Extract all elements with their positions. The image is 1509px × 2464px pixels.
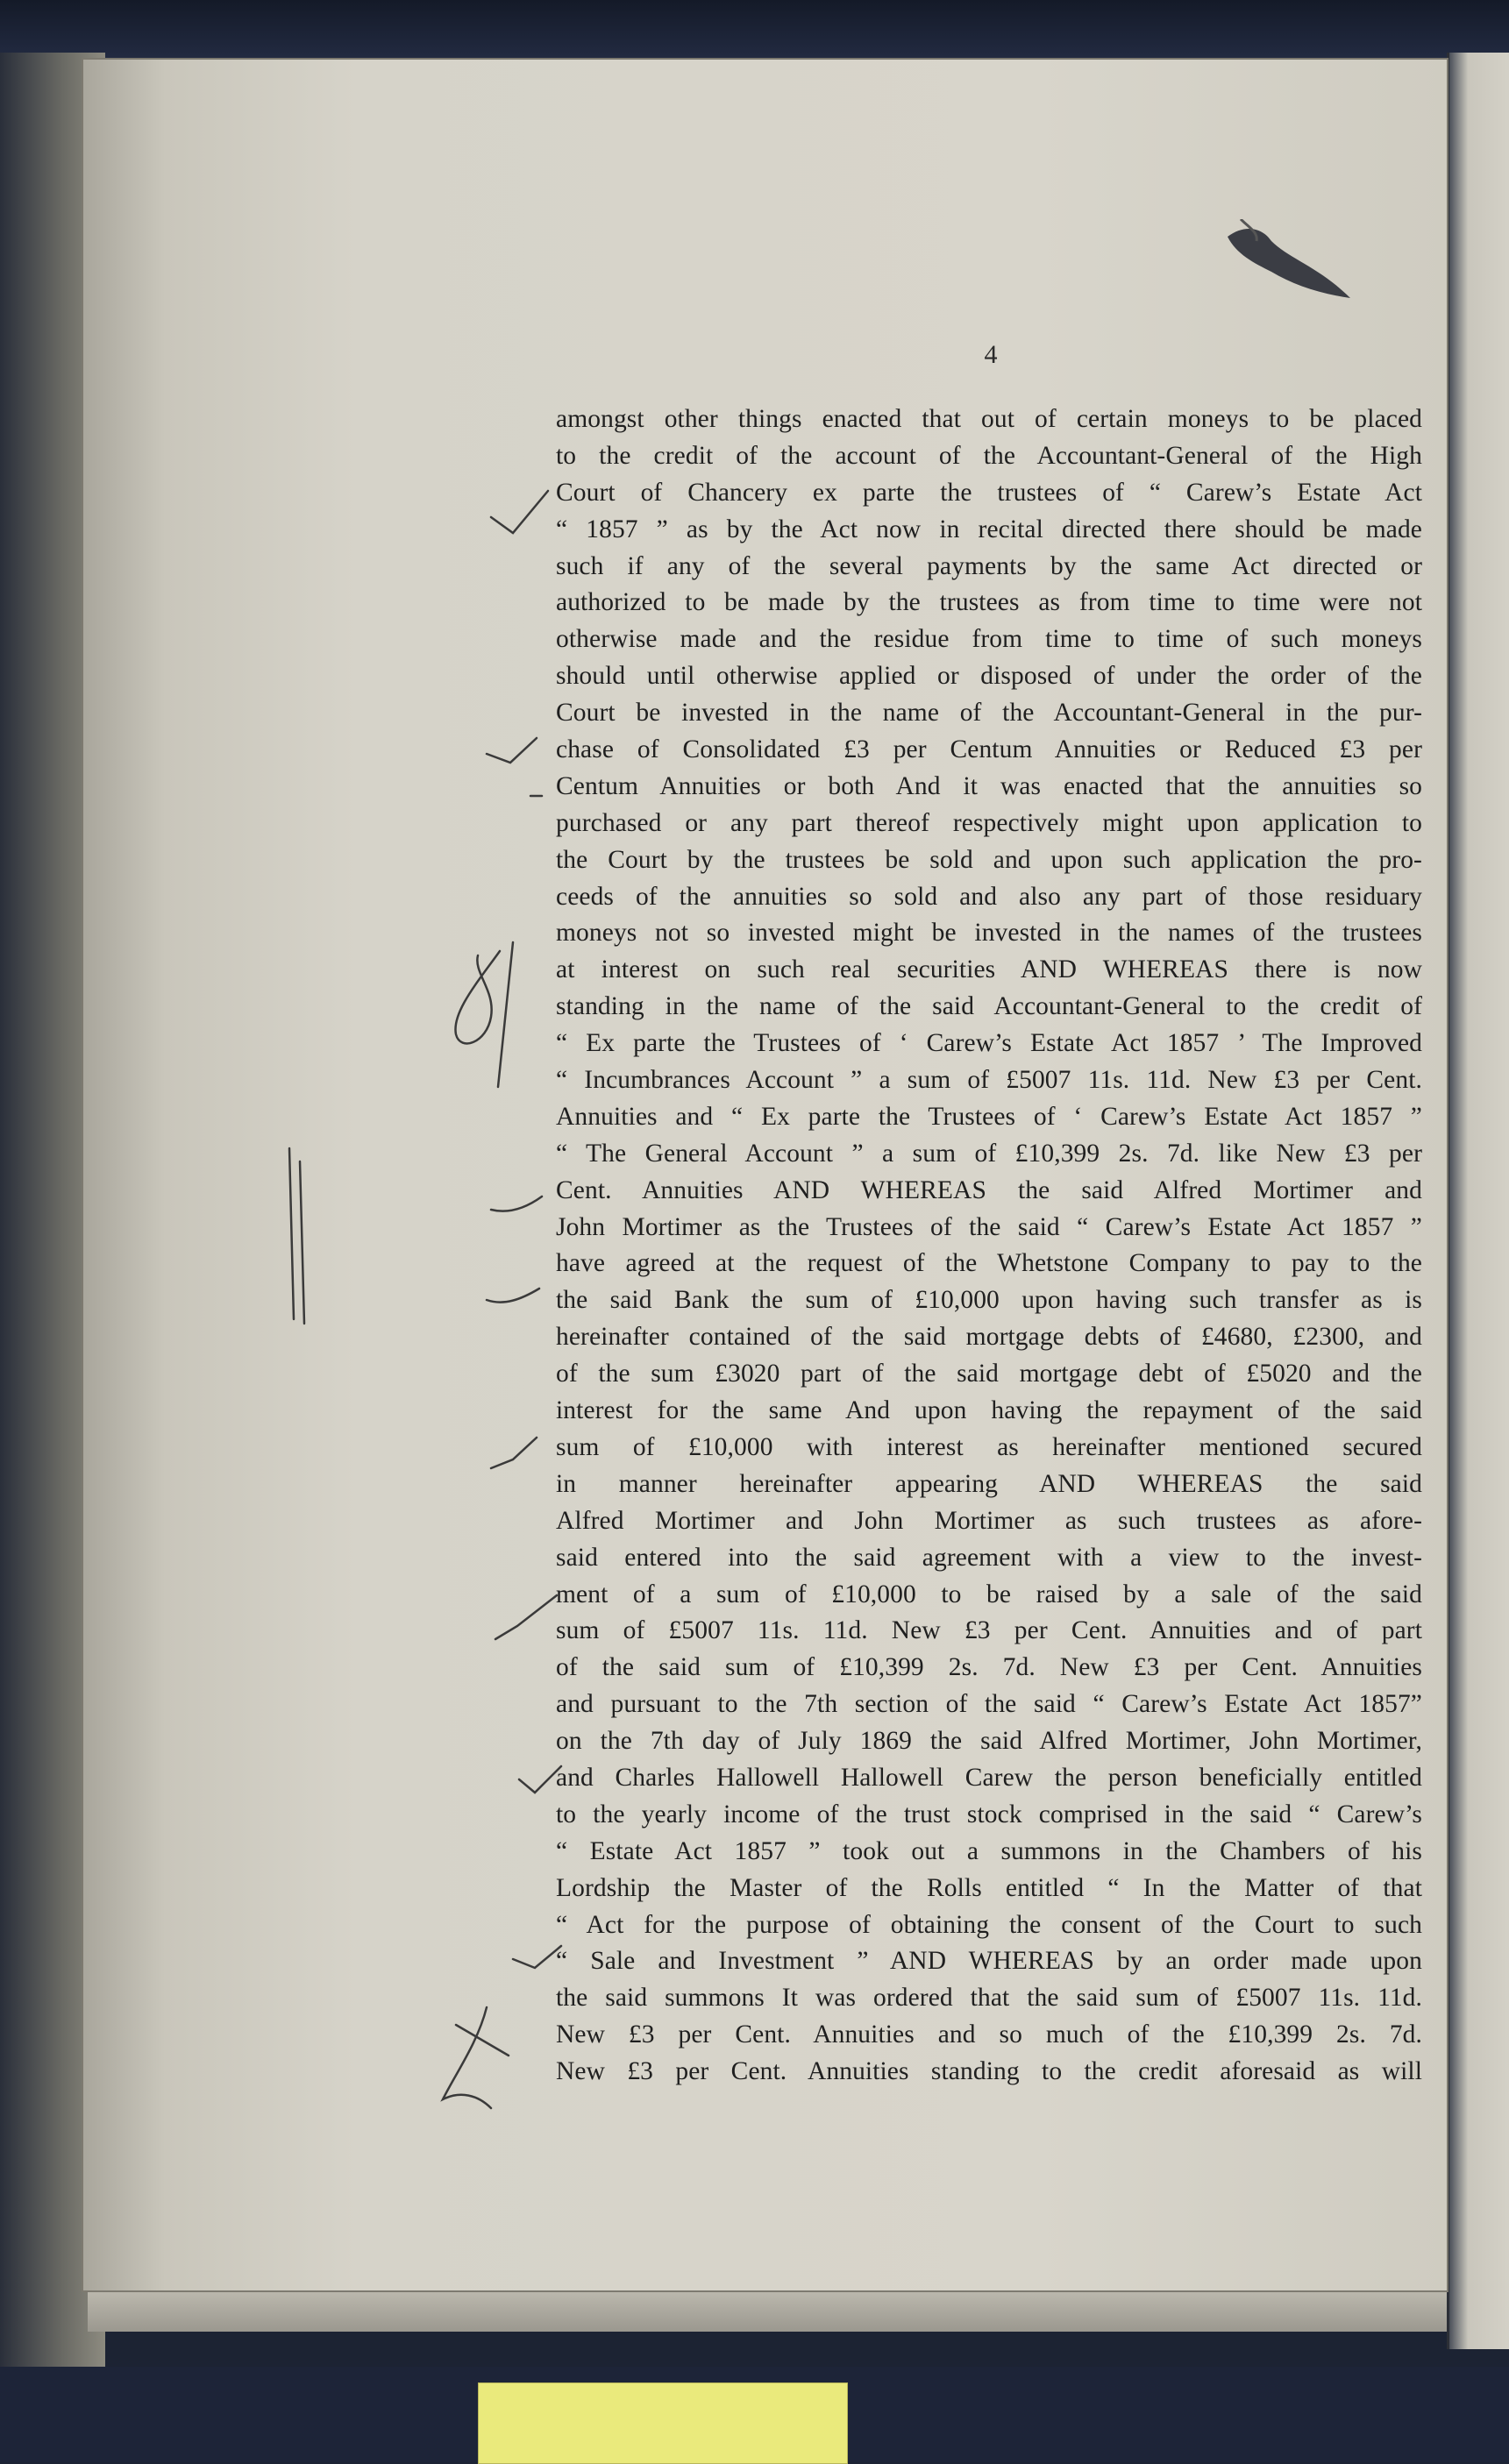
text-line: amongst other things enacted that out of certain moneys to be placed <box>556 405 1422 433</box>
text-line: Court be invested in the name of the Accountant-General in the pur- <box>556 699 1422 728</box>
handwritten-cross <box>456 2025 509 2056</box>
text-line: the Court by the trustees be sold and upon such application the pro- <box>556 845 1422 874</box>
text-line: Annuities and “ Ex parte the Trustees of ‘ Carew’s Estate Act 1857 ” <box>556 1102 1422 1131</box>
page-number: 4 <box>984 340 998 369</box>
double-line-mark <box>289 1148 294 1319</box>
tick-mark-icon <box>495 1595 557 1639</box>
text-line: at interest on such real securities AND WHEREAS there is now <box>556 955 1422 984</box>
text-line: purchased or any part thereof respectively might upon application to <box>556 808 1422 837</box>
tick-mark-icon <box>491 1196 542 1211</box>
tick-mark-icon <box>513 1946 561 1968</box>
text-line: said entered into the said agreement with a view to the invest- <box>556 1543 1422 1572</box>
text-line: “ Act for the purpose of obtaining the consent of the Court to such <box>556 1910 1422 1939</box>
text-line: Cent. Annuities AND WHEREAS the said Alfred Mortimer and <box>556 1175 1422 1204</box>
text-line: of the said sum of £10,399 2s. 7d. New £3 per Cent. Annuities <box>556 1653 1422 1682</box>
text-line: of the sum £3020 part of the said mortgage debt of £5020 and the <box>556 1360 1422 1388</box>
double-line-mark <box>300 1161 304 1324</box>
text-line: sum of £10,000 with interest as hereinafter mentioned secured <box>556 1432 1422 1461</box>
handwritten-cross <box>443 2007 491 2108</box>
text-line: sum of £5007 11s. 11d. New £3 per Cent. Annuities and of part <box>556 1616 1422 1645</box>
text-line: “ Incumbrances Account ” a sum of £5007 11s. 11d. New £3 per Cent. <box>556 1066 1422 1095</box>
text-line: ment of a sum of £10,000 to be raised by a sale of the said <box>556 1580 1422 1608</box>
text-line: to the credit of the account of the Accountant-General of the High <box>556 441 1422 470</box>
text-line: standing in the name of the said Accountant-General to the credit of <box>556 992 1422 1021</box>
text-line: otherwise made and the residue from time to time of such moneys <box>556 625 1422 654</box>
text-line: John Mortimer as the Trustees of the said “ Carew’s Estate Act 1857 ” <box>556 1212 1422 1241</box>
text-line: New £3 per Cent. Annuities and so much of the £10,399 2s. 7d. <box>556 2020 1422 2049</box>
tick-mark-icon <box>491 491 548 533</box>
text-line: Court of Chancery ex parte the trustees of “ Carew’s Estate Act <box>556 478 1422 507</box>
text-line: hereinafter contained of the said mortgage debts of £4680, £2300, and <box>556 1323 1422 1352</box>
text-line: the said Bank the sum of £10,000 upon having such transfer as is <box>556 1286 1422 1315</box>
text-line: “ 1857 ” as by the Act now in recital directed there should be made <box>556 515 1422 543</box>
text-line: should until otherwise applied or disposed of under the order of the <box>556 662 1422 691</box>
text-line: Lordship the Master of the Rolls entitled “ In the Matter of that <box>556 1873 1422 1902</box>
text-line: interest for the same And upon having the repayment of the said <box>556 1396 1422 1425</box>
text-line: such if any of the several payments by the same Act directed or <box>556 551 1422 580</box>
handwritten-slash <box>498 942 513 1087</box>
tick-mark-icon <box>487 738 537 763</box>
text-line: “ Ex parte the Trustees of ‘ Carew’s Estate Act 1857 ’ The Improved <box>556 1029 1422 1058</box>
text-line: authorized to be made by the trustees as from time to time were not <box>556 588 1422 617</box>
tick-mark-icon <box>487 1289 539 1303</box>
text-line: the said summons It was ordered that the said sum of £5007 11s. 11d. <box>556 1984 1422 2013</box>
handwritten-eight <box>455 951 500 1043</box>
text-line: chase of Consolidated £3 per Centum Annuities or Reduced £3 per <box>556 735 1422 764</box>
text-line: Centum Annuities or both And it was enacted that the annuities so <box>556 771 1422 800</box>
text-line: New £3 per Cent. Annuities standing to the credit aforesaid as will <box>556 2057 1422 2086</box>
text-line: and Charles Hallowell Hallowell Carew the person beneficially entitled <box>556 1763 1422 1792</box>
text-line: Alfred Mortimer and John Mortimer as such trustees as afore- <box>556 1506 1422 1535</box>
text-line: moneys not so invested might be invested in the names of the trustees <box>556 919 1422 948</box>
tick-mark-icon <box>491 1438 537 1468</box>
text-line: ceeds of the annuities so sold and also any part of those residuary <box>556 882 1422 911</box>
text-line: to the yearly income of the trust stock comprised in the said “ Carew’s <box>556 1800 1422 1828</box>
text-line: “ Estate Act 1857 ” took out a summons in the Chambers of his <box>556 1836 1422 1865</box>
tick-mark-icon <box>519 1766 561 1793</box>
text-line: “ The General Account ” a sum of £10,399 2s. 7d. like New £3 per <box>556 1139 1422 1168</box>
text-line: in manner hereinafter appearing AND WHEREAS the said <box>556 1469 1422 1498</box>
text-line: on the 7th day of July 1869 the said Alfred Mortimer, John Mortimer, <box>556 1727 1422 1756</box>
text-line: and pursuant to the 7th section of the said “ Carew’s Estate Act 1857” <box>556 1690 1422 1719</box>
text-line: “ Sale and Investment ” AND WHEREAS by an order made upon <box>556 1947 1422 1976</box>
text-line: have agreed at the request of the Whetstone Company to pay to the <box>556 1249 1422 1278</box>
